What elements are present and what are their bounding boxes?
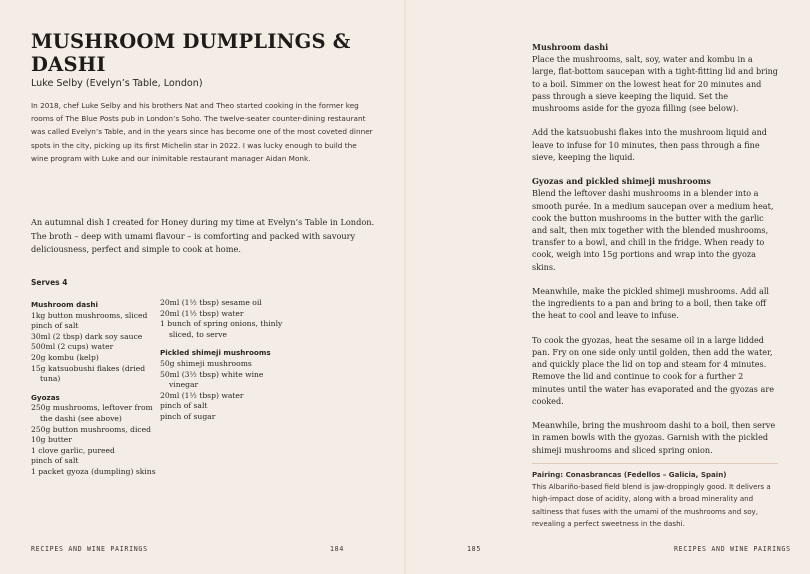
ingredient-item: 50ml (3½ tbsp) white wine vinegar (160, 369, 264, 390)
method-heading: Gyozas and pickled shimeji mushrooms (532, 176, 711, 187)
lead-paragraph: An autumnal dish I created for Honey during my time at Evelyn’s Table in London. The broth – deep with umami flavour – is comforting and packed with savoury deliciousness, perfect and simple to cook at home. (31, 217, 375, 255)
serves-label: Serves 4 (31, 278, 68, 287)
ingredient-item: 250g mushrooms, leftover from the dashi (see above) (31, 403, 153, 423)
ingredient-item: 20g kombu (kelp) (31, 352, 99, 362)
right-page-number: 185 (467, 545, 482, 553)
left-page-number: 184 (330, 545, 345, 553)
ingredient-item: 50g shimeji mushrooms (160, 358, 252, 368)
ingredient-item: 30ml (2 tbsp) dark soy sauce (31, 331, 143, 341)
right-footer-label: RECIPES AND WINE PAIRINGS (674, 545, 791, 553)
ingredient-item: pinch of sugar (160, 411, 216, 421)
pairing-text: This Albariño-based field blend is jaw-droppingly good. It delivers a high-impact dose of acidity, along with a broad minerality and saltiness that fuses with the umami of the mushrooms and soy, revealing a perfect sweetness in the dashi. (532, 482, 771, 528)
method-heading: Mushroom dashi (532, 42, 609, 52)
ingredient-heading: Pickled shimeji mushrooms (160, 348, 271, 358)
ingredient-item: 20ml (1½ tbsp) water (160, 308, 244, 318)
recipe-title: MUSHROOM DUMPLINGS & DASHI (31, 30, 351, 76)
pairing-heading: Pairing: Conasbrancas (Fedellos – Galicia, Spain) (532, 470, 727, 479)
pairing-divider (532, 463, 778, 464)
recipe-author: Luke Selby (Evelyn’s Table, London) (31, 78, 203, 89)
method-paragraph: Blend the leftover dashi mushrooms in a blender into a smooth purée. In a medium saucepan over a medium heat, cook the button mushrooms in the butter with the garlic and salt, then mix together with the blended mushrooms, transfer to a bowl, and chill in the fridge. When ready to cook, weigh into 15g portions and wrap into the gyoza skins. (532, 188, 774, 272)
ingredient-item: 15g katsuobushi flakes (dried tuna) (31, 363, 146, 384)
ingredients-column-2 (160, 298, 290, 423)
left-footer-label: RECIPES AND WINE PAIRINGS (31, 545, 148, 553)
right-page (405, 0, 810, 574)
method-paragraph: Meanwhile, bring the mushroom dashi to a boil, then serve in ramen bowls with the gyozas. Garnish with the pickled shimeji mushrooms and sliced spring onion. (532, 420, 776, 455)
ingredient-item: pinch of salt (31, 456, 79, 466)
ingredient-item: pinch of salt (160, 401, 208, 411)
ingredient-item: 1 clove garlic, pureed (31, 445, 115, 455)
ingredients-column-1 (31, 300, 156, 478)
ingredient-item: 250g button mushrooms, diced (31, 424, 151, 434)
ingredient-item: pinch of salt (31, 321, 79, 331)
ingredient-heading: Gyozas (31, 392, 60, 402)
ingredient-heading: Mushroom dashi (31, 300, 98, 309)
ingredient-item: 500ml (2 cups) water (31, 342, 114, 352)
method-section (532, 41, 778, 456)
wine-pairing-box (532, 469, 778, 530)
method-paragraph: Place the mushrooms, salt, soy, water and kombu in a large, flat-bottom saucepan with a tight-fitting lid and bring to a boil. Simmer on the lowest heat for 20 minutes and pass through a sieve keeping the liquid. Set the mushrooms aside for the gyoza filling (see below). (532, 54, 778, 114)
ingredient-item: 1 packet gyoza (dumpling) skins (31, 466, 156, 476)
method-paragraph: Meanwhile, make the pickled shimeji mushrooms. Add all the ingredients to a pan and bring to a boil, then take off the heat to cool and leave to infuse. (532, 286, 770, 321)
intro-paragraph: In 2018, chef Luke Selby and his brothers Nat and Theo started cooking in the former keg rooms of The Blue Posts pub in London’s Soho. The twelve-seater counter-dining restaurant was called Evelyn’s Table, and in the years since has become one of the most coveted dinner spots in the city, picking up its first Michelin star in 2022. I was lucky enough to build the wine program with Luke and our inimitable restaurant manager Aidan Monk. (31, 101, 373, 163)
method-paragraph: Add the katsuobushi flakes into the mushroom liquid and leave to infuse for 10 minutes, then pass through a fine sieve, keeping the liquid. (532, 127, 767, 162)
ingredient-item: 10g butter (31, 435, 72, 445)
ingredient-item: 20ml (1½ tbsp) water (160, 390, 244, 400)
ingredient-item: 1kg button mushrooms, sliced (31, 310, 148, 320)
ingredient-item: 1 bunch of spring onions, thinly sliced, to serve (160, 319, 283, 339)
method-paragraph: To cook the gyozas, heat the sesame oil in a large lidded pan. Fry on one side only until golden, then add the water, and quickly place the lid on top and steam for 4 minutes. Remove the lid and continue to cook for a further 2 minutes until the water has evaporated and the gyozas are cooked. (532, 334, 774, 406)
ingredient-item: 20ml (1½ tbsp) sesame oil (160, 298, 262, 307)
